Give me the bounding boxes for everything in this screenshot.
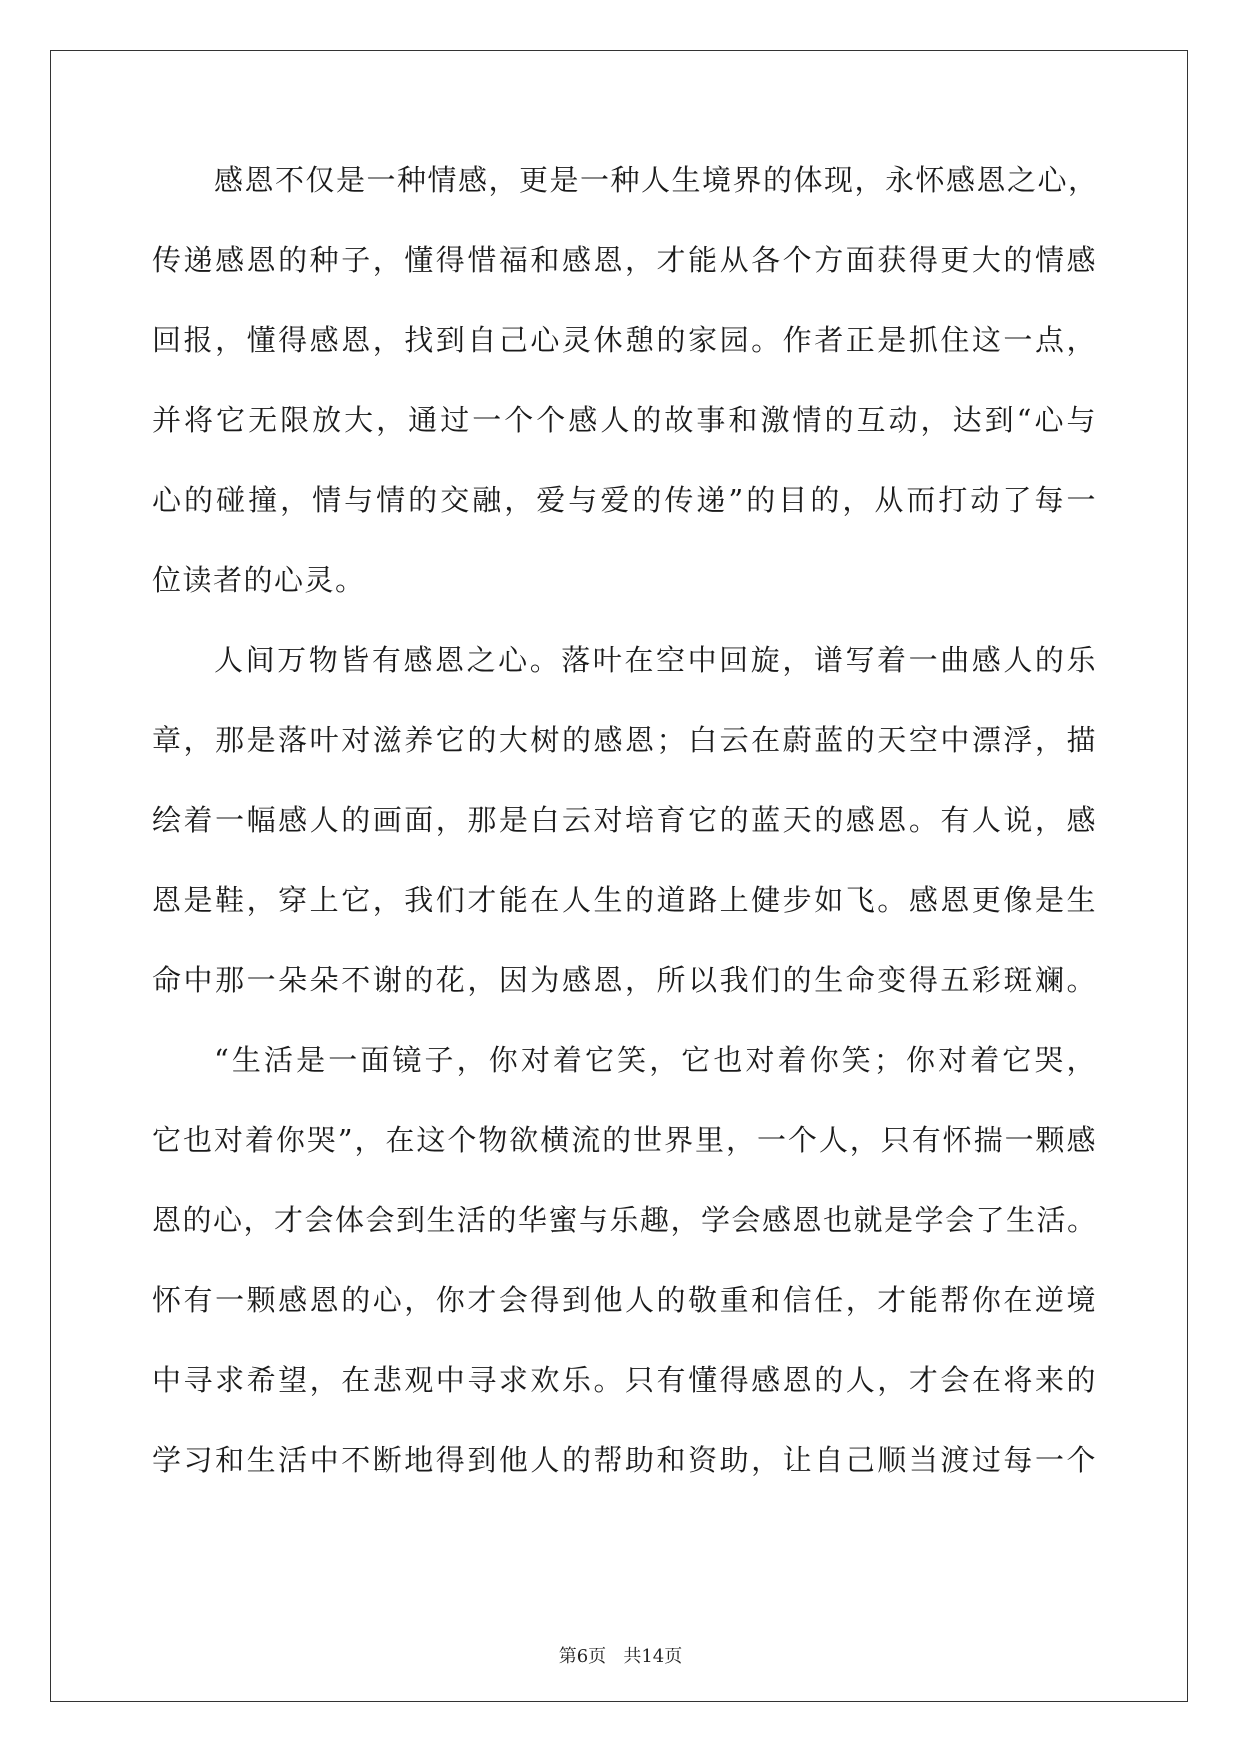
text-line: 回报，懂得感恩，找到自己心灵休憩的家园。作者正是抓住这一点， — [152, 323, 1097, 357]
text-line: “生活是一面镜子，你对着它笑，它也对着你笑；你对着它哭， — [214, 1043, 1097, 1077]
text-line: 恩的心，才会体会到生活的华蜜与乐趣，学会感恩也就是学会了生活。 — [152, 1203, 1098, 1237]
text-line: 绘着一幅感人的画面，那是白云对培育它的蓝天的感恩。有人说，感 — [152, 803, 1097, 837]
text-line: 章，那是落叶对滋养它的大树的感恩；白云在蔚蓝的天空中漂浮，描 — [152, 723, 1097, 757]
text-line: 它也对着你哭”，在这个物欲横流的世界里，一个人，只有怀揣一颗感 — [152, 1123, 1097, 1157]
text-line: 并将它无限放大，通过一个个感人的故事和激情的互动，达到“心与 — [152, 403, 1097, 437]
page-number: 第6页 — [558, 1646, 607, 1667]
page-total: 共14页 — [623, 1646, 683, 1667]
text-line: 传递感恩的种子，懂得惜福和感恩，才能从各个方面获得更大的情感 — [152, 243, 1097, 277]
text-line: 恩是鞋，穿上它，我们才能在人生的道路上健步如飞。感恩更像是生 — [152, 883, 1097, 917]
text-line: 学习和生活中不断地得到他人的帮助和资助，让自己顺当渡过每一个 — [152, 1443, 1097, 1477]
page-footer — [0, 1645, 1241, 1669]
text-line: 怀有一颗感恩的心，你才会得到他人的敬重和信任，才能帮你在逆境 — [152, 1283, 1097, 1317]
text-line: 中寻求希望，在悲观中寻求欢乐。只有懂得感恩的人，才会在将来的 — [152, 1363, 1097, 1397]
document-body — [152, 160, 1097, 1520]
text-line: 命中那一朵朵不谢的花，因为感恩，所以我们的生命变得五彩斑斓。 — [152, 963, 1097, 997]
text-line: 位读者的心灵。 — [152, 563, 366, 597]
text-line: 感恩不仅是一种情感，更是一种人生境界的体现，永怀感恩之心， — [214, 163, 1099, 197]
text-line: 人间万物皆有感恩之心。落叶在空中回旋，谱写着一曲感人的乐 — [214, 643, 1097, 677]
text-line: 心的碰撞，情与情的交融，爱与爱的传递”的目的，从而打动了每一 — [152, 483, 1097, 517]
